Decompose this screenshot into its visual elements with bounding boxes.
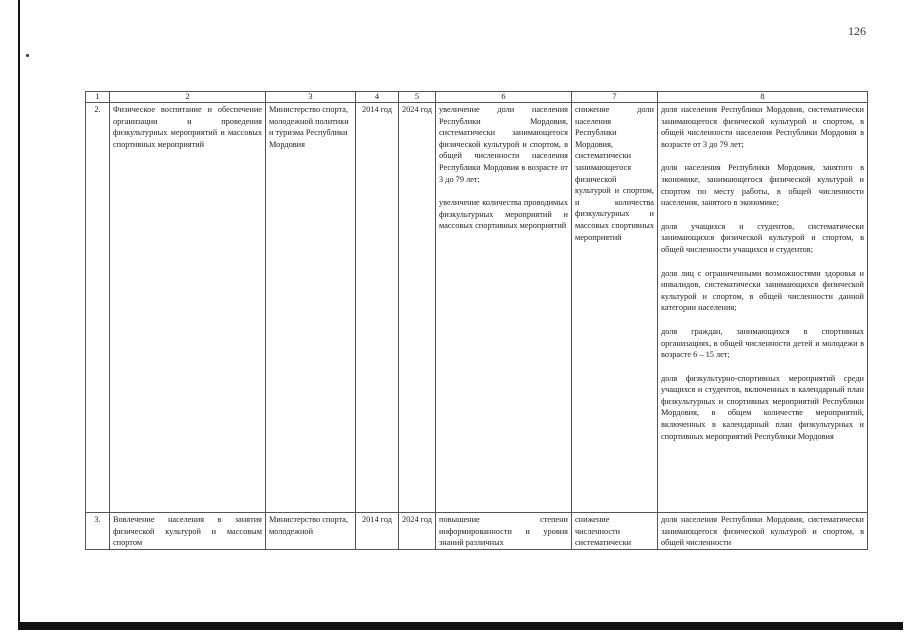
scan-bottom-edge (18, 622, 903, 630)
indicator-item: доля граждан, занимающихся в спортивных организациях, в общей численности детей и молодежи в возрасте 6 – 15 лет; (661, 326, 864, 360)
measure-name: Вовлечение населения в занятия физической культурой и массовым спортом (110, 513, 266, 550)
start-year: 2014 год (356, 513, 399, 550)
header-cell: 8 (658, 92, 868, 103)
indicator-item: доля учащихся и студентов, систематически занимающихся физической культурой и спортом, в общей численности учащихся и студентов; (661, 221, 864, 254)
indicator-item: доля населения Республики Мордовия, занятого в экономике, занимающегося физической культурой и спортом по месту работы, в общей численности населения, занятого в экономике; (661, 163, 864, 208)
indicator-item: доля лиц с ограниченными возможностями здоровья и инвалидов, систематически занимающихся физической культурой и спортом, в общей численности данной категории населения; (661, 268, 864, 313)
header-cell: 3 (266, 92, 356, 103)
header-cell: 2 (110, 92, 266, 103)
page-number: 126 (848, 24, 866, 38)
header-cell: 1 (86, 92, 110, 103)
indicators (658, 103, 868, 513)
consequences: снижение численности систематически (572, 513, 658, 550)
table-header-row (86, 92, 868, 103)
start-year: 2014 год (356, 103, 399, 513)
row-number: 3. (86, 513, 110, 550)
end-year: 2024 год (399, 103, 436, 513)
table-row (86, 513, 868, 550)
end-year: 2024 год (399, 513, 436, 550)
result-item: увеличение количества проводимых физкультурных мероприятий и массовых спортивных мероприятий (439, 198, 568, 231)
header-cell: 5 (399, 92, 436, 103)
header-cell: 6 (436, 92, 572, 103)
indicator-item: доля физкультурно-спортивных мероприятий среди учащихся и студентов, включенных в календарный план физкультурных и спортивных мероприятий Республики Мордовия, в общем количестве мероприятий, включенных в календарный план физкультурных и спортивных мероприятий Республики Мордовия (661, 373, 864, 441)
executor: Министерство спорта, молодежной (266, 513, 356, 550)
expected-results (436, 103, 572, 513)
header-cell: 4 (356, 92, 399, 103)
result-item: увеличение доли населения Республики Мордовия, систематически занимающегося физической культурой и спортом, в общей численности населения Республики Мордовия в возрасте от 3 до 79 лет; (439, 105, 568, 184)
scan-mark (26, 54, 29, 57)
expected-results: повышение степени информированности и уровня знаний различных (436, 513, 572, 550)
measure-name: Физическое воспитание и обеспечение организации и проведения физкультурных мероприятий и массовых спортивных мероприятий (110, 103, 266, 513)
program-table (85, 91, 868, 550)
indicator-item: доля населения Республики Мордовия, систематически занимающегося физической культурой и спортом, в общей численности населения Республики Мордовия в возрасте от 3 до 79 лет; (661, 105, 864, 149)
row-number: 2. (86, 103, 110, 513)
consequences: снижение доли населения Республики Мордовия, систематически занимающегося физической культурой и спортом, и количества физкультурных и массовых спортивных мероприятий (572, 103, 658, 513)
scan-left-edge (18, 0, 20, 630)
table-row (86, 103, 868, 513)
header-cell: 7 (572, 92, 658, 103)
indicators: доля населения Республики Мордовия, систематически занимающегося физической культурой и спортом, в общей численности (658, 513, 868, 550)
executor: Министерство спорта, молодежной политики и туризма Республики Мордовия (266, 103, 356, 513)
